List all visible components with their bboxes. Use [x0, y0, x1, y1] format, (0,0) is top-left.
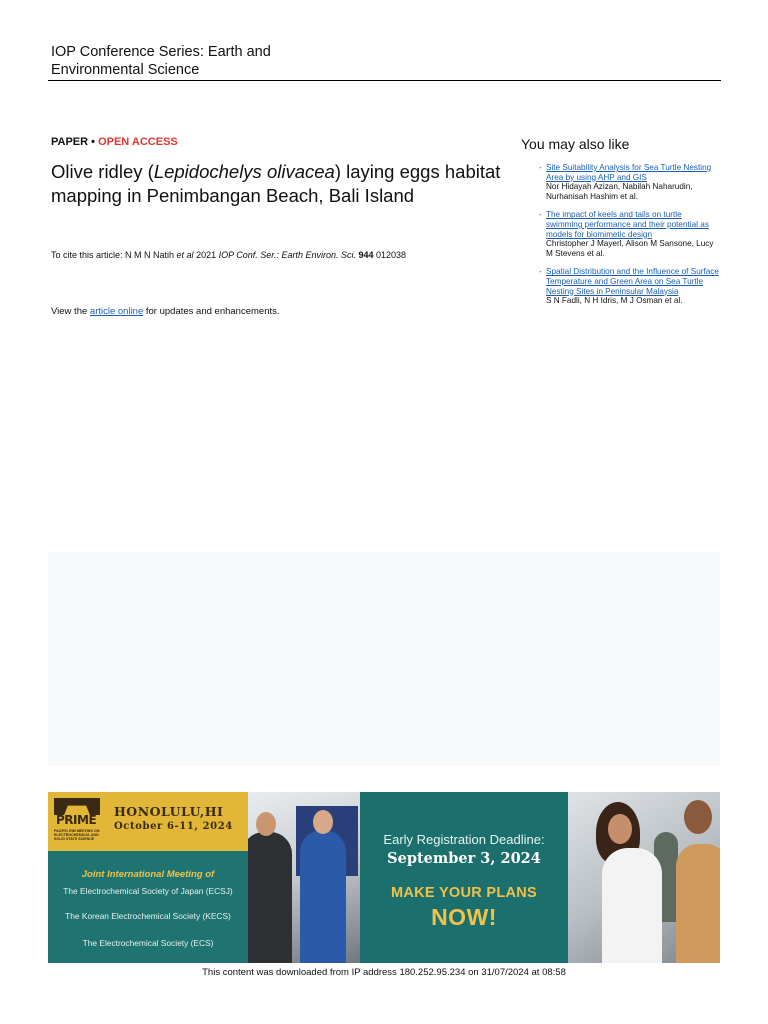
faint-watermark-area: [48, 552, 720, 766]
banner-photo-attendees-left: [248, 792, 360, 963]
deadline-date: September 3, 2024: [387, 850, 541, 867]
photo-woman-head: [608, 814, 632, 844]
banner-location: HONOLULU,HI: [114, 804, 224, 819]
title-species: Lepidochelys olivacea: [153, 161, 335, 182]
deadline-label: Early Registration Deadline:: [383, 832, 545, 847]
related-article-authors: Nor Hidayah Azizan, Nabilah Naharudin, Nurhanisah Hashim et al.: [546, 182, 693, 201]
related-articles-list: [540, 163, 720, 315]
cite-number: 012038: [373, 250, 407, 260]
journal-name: [51, 43, 351, 79]
journal-name-line2: Environmental Science: [51, 62, 200, 78]
cite-year: 2021: [193, 250, 219, 260]
related-article-item: [540, 267, 720, 305]
photo-person-left-head: [256, 812, 276, 836]
you-may-also-like-heading: You may also like: [521, 136, 630, 152]
view-suffix: for updates and enhancements.: [143, 306, 280, 317]
photo-man: [676, 844, 720, 963]
banner-left-panel: [48, 792, 248, 963]
society-ecs: The Electrochemical Society (ECS): [82, 938, 214, 948]
related-article-link[interactable]: Site Suitability Analysis for Sea Turtle Nesting Area by using AHP and GIS: [546, 163, 712, 182]
article-online-link[interactable]: article online: [89, 306, 144, 317]
cta-line2: NOW!: [431, 904, 497, 930]
separator-dot: •: [91, 136, 96, 148]
prime-logo-word: PRIME: [56, 813, 97, 827]
journal-name-line1: IOP Conference Series: Earth and: [51, 44, 271, 60]
related-article-authors: Christopher J Mayerl, Alison M Sansone, Lucy M Stevens et al.: [546, 239, 714, 258]
title-part1: Olive ridley (: [51, 161, 154, 182]
header-rule: [48, 80, 721, 81]
related-article-link[interactable]: Spatial Distribution and the Influence of Surface Temperature and Green Area on Sea Turtle Nesting Sites in Peninsular Malaysia: [546, 267, 719, 296]
photo-person-left: [248, 832, 292, 963]
joint-meeting-label: Joint International Meeting of: [81, 869, 215, 880]
related-article-link[interactable]: The impact of keels and tails on turtle swimming performance and their potential as models for biomimetic design: [546, 210, 709, 239]
prime-logo: [54, 798, 100, 846]
citation: [51, 250, 406, 260]
banner-gold-header: [48, 792, 248, 851]
related-article-item: [540, 163, 720, 201]
cite-prefix: To cite this article: N M N Natih: [51, 250, 177, 260]
photo-woman: [602, 848, 662, 963]
cite-etal: et al: [176, 250, 194, 260]
photo-man-head: [684, 800, 712, 834]
article-type-line: [51, 136, 178, 148]
banner-photo-attendees-right: [568, 792, 720, 963]
cite-journal: IOP Conf. Ser.: Earth Environ. Sci.: [218, 250, 356, 260]
list-dash: -: [539, 267, 542, 277]
society-kecs: The Korean Electrochemical Society (KECS): [65, 911, 231, 921]
list-dash: -: [539, 163, 542, 172]
view-prefix: View the: [51, 306, 90, 317]
article-title: [51, 160, 501, 208]
prime-2024-banner-ad[interactable]: [48, 792, 720, 963]
related-article-authors: S N Fadli, N H Idris, M J Osman et al.: [546, 296, 683, 306]
list-dash: -: [539, 210, 542, 220]
photo-person-blue-shirt-head: [313, 810, 333, 834]
open-access-label: OPEN ACCESS: [98, 136, 178, 148]
society-ecsj: The Electrochemical Society of Japan (ECSJ): [63, 886, 233, 896]
related-article-item: [540, 210, 720, 258]
banner-dates: October 6-11, 2024: [114, 821, 233, 832]
banner-center-panel: [360, 792, 568, 963]
view-online-line: [51, 306, 280, 317]
cite-volume: 944: [358, 250, 374, 260]
photo-person-blue-shirt: [300, 830, 346, 963]
title-part2: ) laying eggs habitat mapping in Penimbangan Beach, Bali Island: [51, 161, 501, 206]
paper-label: PAPER: [51, 136, 89, 148]
cta-line1: MAKE YOUR PLANS: [390, 885, 538, 901]
prime-logo-subtitle: PACIFIC RIM MEETING ON ELECTROCHEMICAL AND SOLID STATE SCIENCE: [54, 829, 100, 841]
download-notice: This content was downloaded from IP address 180.252.95.234 on 31/07/2024 at 08:58: [202, 967, 566, 978]
